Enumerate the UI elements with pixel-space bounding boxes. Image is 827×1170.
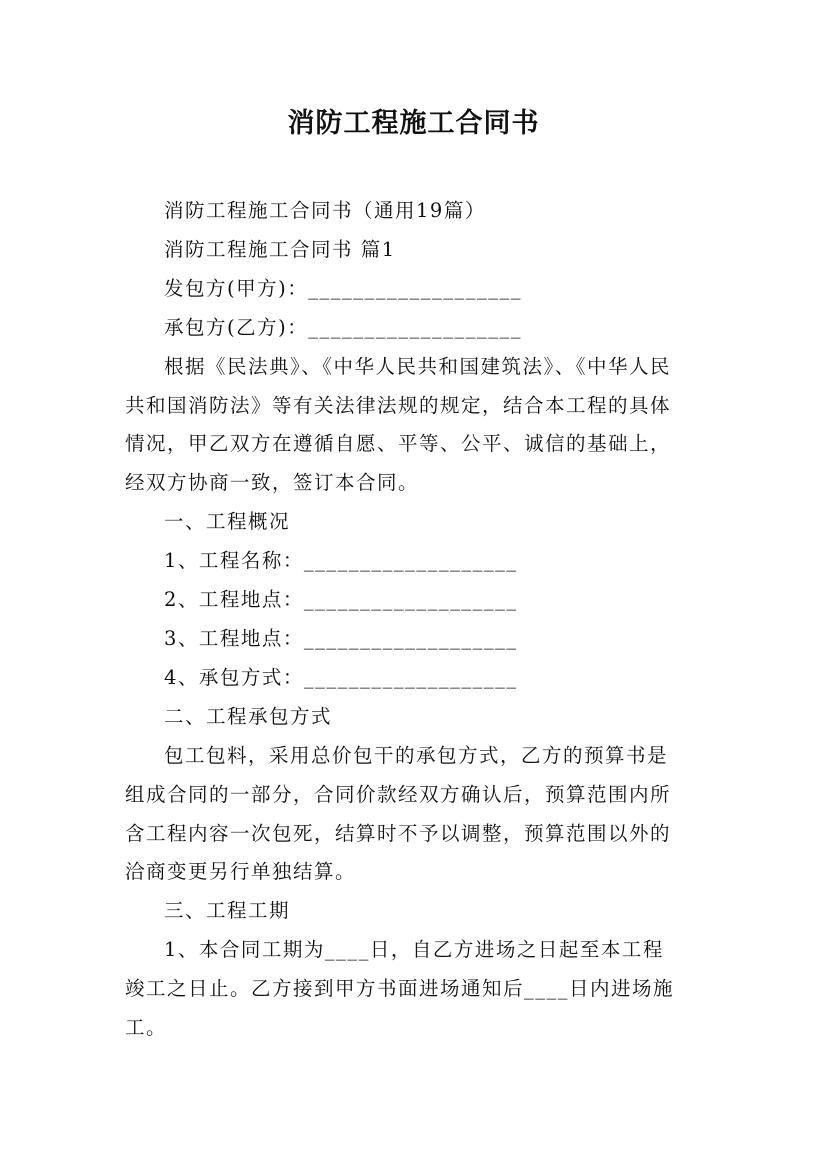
party-b-line: 承包方(乙方)：___________________	[164, 315, 522, 339]
section-heading: 消防工程施工合同书 篇1	[164, 237, 396, 261]
heading-schedule: 三、工程工期	[164, 899, 291, 923]
schedule-line-2: 竣工之日止。乙方接到甲方书面进场通知后____日内进场施	[125, 977, 675, 1001]
schedule-line-3: 工。	[125, 1016, 168, 1040]
schedule-line-1: 1、本合同工期为____日，自乙方进场之日起至本工程	[164, 938, 664, 962]
document-title: 消防工程施工合同书	[287, 108, 540, 139]
item-project-name: 1、工程名称：___________________	[164, 549, 518, 573]
contract-line-1: 包工包料，采用总价包干的承包方式，乙方的预算书是	[164, 743, 669, 767]
party-a-line: 发包方(甲方)：___________________	[164, 276, 522, 300]
item-project-location: 2、工程地点：___________________	[164, 588, 518, 612]
contract-line-3: 含工程内容一次包死，结算时不予以调整，预算范围以外的	[125, 821, 672, 845]
item-project-location-2: 3、工程地点：___________________	[164, 626, 518, 650]
intro-line-2: 共和国消防法》等有关法律法规的规定，结合本工程的具体	[125, 393, 672, 417]
intro-line-4: 经双方协商一致，签订本合同。	[125, 471, 420, 495]
item-contract-method: 4、承包方式：___________________	[164, 665, 518, 689]
intro-line-1: 根据《民法典》、《中华人民共和国建筑法》、《中华人民	[164, 354, 672, 378]
contract-line-4: 洽商变更另行单独结算。	[125, 860, 357, 884]
heading-overview: 一、工程概况	[164, 510, 291, 534]
document-subtitle: 消防工程施工合同书（通用19篇）	[164, 199, 486, 222]
contract-line-2: 组成合同的一部分，合同价款经双方确认后，预算范围内所	[125, 782, 672, 806]
intro-line-3: 情况，甲乙双方在遵循自愿、平等、公平、诚信的基础上，	[125, 432, 672, 456]
heading-contract-method: 二、工程承包方式	[164, 704, 333, 728]
document-body	[125, 192, 715, 1048]
